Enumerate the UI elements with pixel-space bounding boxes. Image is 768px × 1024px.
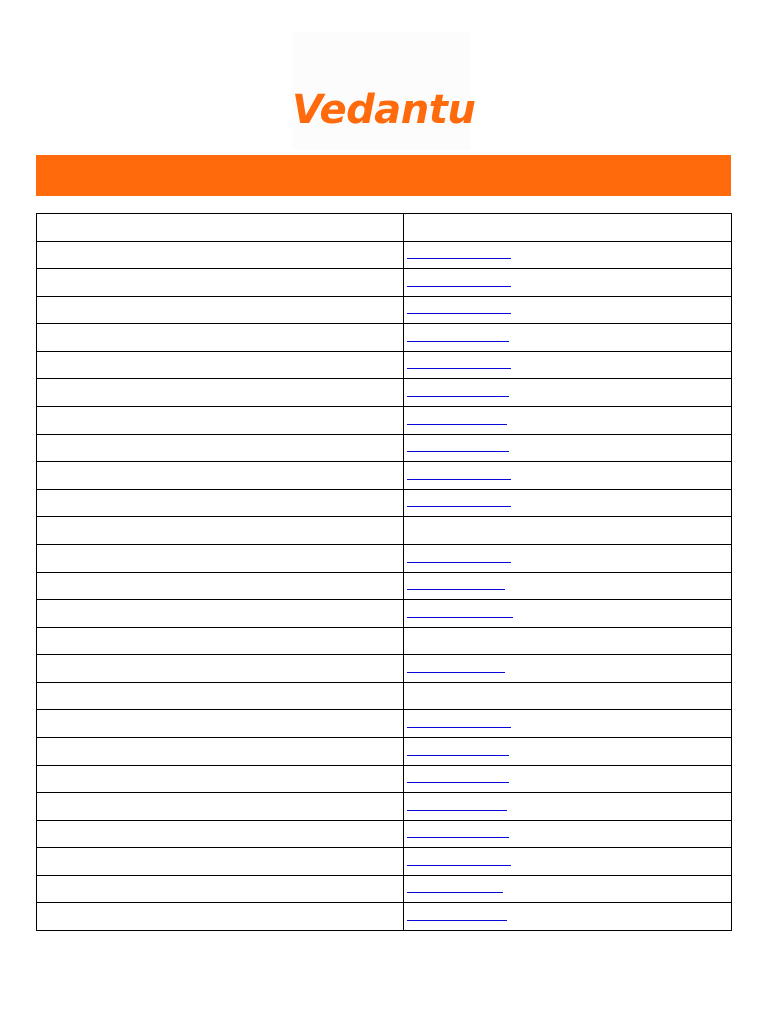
row-name-cell [37, 793, 404, 821]
table-row [37, 269, 732, 297]
header-banner [36, 155, 731, 196]
row-link-cell [404, 241, 732, 269]
row-link-cell [404, 517, 732, 545]
row-link-cell [404, 655, 732, 683]
table-header-row [37, 214, 732, 242]
table-row [37, 793, 732, 821]
table-row [37, 517, 732, 545]
row-link[interactable] [407, 451, 509, 452]
row-name-cell [37, 379, 404, 407]
row-link[interactable] [407, 479, 511, 480]
row-link[interactable] [407, 368, 511, 369]
row-name-cell [37, 296, 404, 324]
row-link-cell [404, 407, 732, 435]
row-name-cell [37, 241, 404, 269]
row-name-cell [37, 875, 404, 903]
row-name-cell [37, 324, 404, 352]
row-name-cell [37, 710, 404, 738]
table-row [37, 544, 732, 572]
table-row [37, 875, 732, 903]
row-link-cell [404, 600, 732, 628]
row-name-cell [37, 600, 404, 628]
row-link[interactable] [407, 865, 511, 866]
table-row [37, 324, 732, 352]
row-link-cell [404, 765, 732, 793]
table-row [37, 903, 732, 931]
table-row [37, 848, 732, 876]
row-link[interactable] [407, 286, 511, 287]
row-name-cell [37, 765, 404, 793]
row-name-cell [37, 462, 404, 490]
row-link[interactable] [407, 727, 511, 728]
row-link-cell [404, 544, 732, 572]
row-name-cell [37, 434, 404, 462]
row-link[interactable] [407, 589, 505, 590]
row-name-cell [37, 627, 404, 655]
links-table [36, 213, 732, 931]
row-link-cell [404, 737, 732, 765]
row-link-cell [404, 324, 732, 352]
row-link-cell [404, 572, 732, 600]
table-row [37, 572, 732, 600]
table-row [37, 655, 732, 683]
row-link-cell [404, 820, 732, 848]
row-link[interactable] [407, 341, 509, 342]
row-link[interactable] [407, 396, 509, 397]
table-row [37, 682, 732, 710]
row-name-cell [37, 682, 404, 710]
vedantu-logo [292, 32, 476, 150]
row-link[interactable] [407, 313, 511, 314]
table-row [37, 820, 732, 848]
row-link-cell [404, 710, 732, 738]
row-name-cell [37, 489, 404, 517]
table-row [37, 737, 732, 765]
table-row [37, 489, 732, 517]
table-row [37, 434, 732, 462]
row-link[interactable] [407, 892, 503, 893]
table-row [37, 379, 732, 407]
row-link-cell [404, 627, 732, 655]
table-row [37, 600, 732, 628]
table-row [37, 407, 732, 435]
row-name-cell [37, 737, 404, 765]
row-link-cell [404, 848, 732, 876]
row-name-cell [37, 517, 404, 545]
header-name-cell [37, 214, 404, 242]
table-row [37, 462, 732, 490]
row-link[interactable] [407, 258, 511, 259]
row-name-cell [37, 407, 404, 435]
row-link-cell [404, 351, 732, 379]
row-link[interactable] [407, 782, 509, 783]
row-link-cell [404, 489, 732, 517]
row-link[interactable] [407, 672, 505, 673]
row-link-cell [404, 379, 732, 407]
row-link[interactable] [407, 810, 507, 811]
row-name-cell [37, 351, 404, 379]
row-link[interactable] [407, 506, 511, 507]
table-row [37, 765, 732, 793]
row-link-cell [404, 875, 732, 903]
row-link[interactable] [407, 424, 507, 425]
row-link[interactable] [407, 920, 507, 921]
row-link[interactable] [407, 562, 511, 563]
row-link-cell [404, 434, 732, 462]
row-link-cell [404, 296, 732, 324]
logo-text: Vedantu [292, 87, 476, 133]
row-link[interactable] [407, 755, 509, 756]
row-name-cell [37, 269, 404, 297]
row-link-cell [404, 903, 732, 931]
row-link-cell [404, 462, 732, 490]
row-name-cell [37, 572, 404, 600]
table-row [37, 627, 732, 655]
row-name-cell [37, 848, 404, 876]
row-link-cell [404, 793, 732, 821]
header-link-cell [404, 214, 732, 242]
row-link-cell [404, 269, 732, 297]
table-row [37, 710, 732, 738]
row-name-cell [37, 903, 404, 931]
table-row [37, 241, 732, 269]
table-row [37, 351, 732, 379]
table-row [37, 296, 732, 324]
row-name-cell [37, 544, 404, 572]
row-link-cell [404, 682, 732, 710]
row-name-cell [37, 820, 404, 848]
row-link[interactable] [407, 617, 513, 618]
row-name-cell [37, 655, 404, 683]
row-link[interactable] [407, 837, 509, 838]
